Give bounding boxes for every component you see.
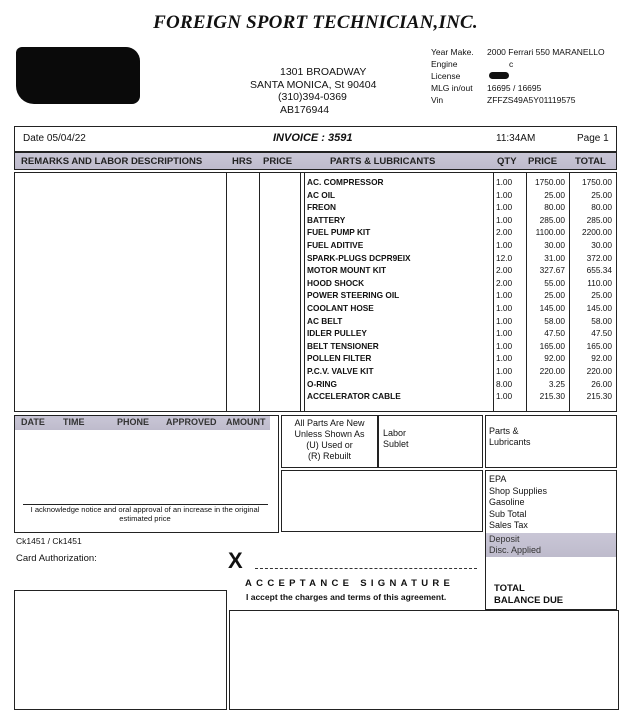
- column-divider: [300, 172, 301, 412]
- part-total: 215.30: [586, 391, 612, 402]
- part-qty: 1.00: [496, 189, 513, 200]
- summary-epa: EPA: [489, 474, 507, 484]
- part-total: 655.34: [586, 265, 612, 276]
- part-total: 26.00: [591, 378, 612, 389]
- acknowledge-text: I acknowledge notice and oral approval of an increase in the original estimated price: [30, 505, 260, 523]
- approval-col-date: DATE: [21, 417, 45, 427]
- part-qty: 1.00: [496, 240, 513, 250]
- part-name: MOTOR MOUNT KIT: [307, 265, 387, 276]
- part-name: HOOD SHOCK: [307, 277, 365, 288]
- part-total: 372.00: [586, 252, 612, 263]
- part-qty: 1.00: [496, 303, 513, 313]
- part-qty: 1.00: [496, 214, 513, 225]
- vehicle-value: ZFFZS49A5Y01119575: [487, 95, 576, 105]
- summary-disc-applied: Disc. Applied: [489, 545, 542, 555]
- col-unit-price: PRICE: [528, 156, 558, 167]
- acceptance-signature-title: ACCEPTANCE SIGNATURE: [245, 578, 455, 589]
- part-total: 47.50: [591, 328, 612, 339]
- redacted-license: [489, 72, 509, 79]
- part-total: 25.00: [591, 290, 612, 301]
- blank-middle-box: [281, 470, 483, 532]
- part-total: 92.00: [591, 353, 612, 364]
- col-price: PRICE: [263, 156, 293, 167]
- part-name: BELT TENSIONER: [307, 340, 379, 351]
- part-total: 1750.00: [582, 177, 612, 187]
- part-name: COOLANT HOSE: [307, 303, 374, 313]
- part-qty: 2.00: [496, 265, 513, 276]
- column-divider: [226, 172, 227, 412]
- signature-line[interactable]: [255, 568, 477, 569]
- notice-line: (R) Rebuilt: [307, 451, 351, 461]
- invoice-time: 11:34AM: [496, 133, 536, 144]
- summary-shop-supplies: Shop Supplies: [489, 485, 548, 496]
- summary-sales-tax: Sales Tax: [489, 520, 528, 530]
- vehicle-label: Engine: [431, 59, 458, 69]
- card-authorization-box: [14, 590, 227, 710]
- part-qty: 1.00: [496, 391, 513, 402]
- invoice-date: Date 05/04/22: [23, 133, 86, 144]
- column-divider: [259, 172, 260, 412]
- col-total: TOTAL: [575, 156, 606, 167]
- part-price: 25.00: [544, 290, 565, 301]
- part-name: FREON: [307, 202, 337, 213]
- vehicle-value: 16695 / 16695: [487, 83, 542, 93]
- column-divider: [304, 172, 305, 412]
- card-authorization-label: Card Authorization:: [16, 553, 97, 564]
- part-price: 30.00: [544, 240, 565, 250]
- parts-lubricants-label: Lubricants: [489, 437, 531, 447]
- vehicle-label: Vin: [431, 95, 444, 105]
- col-hrs: HRS: [232, 156, 253, 167]
- part-price: 165.00: [539, 340, 565, 351]
- col-parts: PARTS & LUBRICANTS: [330, 156, 436, 167]
- part-qty: 1.00: [496, 328, 513, 339]
- column-divider: [569, 172, 570, 412]
- column-header-band: [14, 152, 617, 170]
- parts-lubricants-label: Parts &: [489, 426, 519, 436]
- part-name: P.C.V. VALVE KIT: [307, 366, 374, 376]
- part-price: 92.00: [544, 353, 565, 364]
- part-name: ACCELERATOR CABLE: [307, 391, 401, 402]
- balance-due-label: BALANCE DUE: [494, 595, 564, 606]
- part-name: AC BELT: [307, 315, 343, 326]
- check-number: Ck1451 / Ck1451: [16, 536, 82, 546]
- part-total: 165.00: [586, 340, 612, 351]
- vehicle-label: License: [431, 71, 461, 81]
- part-price: 25.00: [544, 189, 565, 200]
- vehicle-value: c: [509, 59, 514, 69]
- part-qty: 2.00: [496, 227, 513, 238]
- part-qty: 1.00: [496, 290, 513, 301]
- part-qty: 1.00: [496, 353, 513, 364]
- part-qty: 1.00: [496, 315, 513, 326]
- part-price: 1750.00: [535, 177, 565, 187]
- address-line: (310)394-0369: [278, 91, 347, 103]
- part-name: AC. COMPRESSOR: [307, 177, 384, 187]
- part-name: SPARK-PLUGS DCPR9EIX: [307, 252, 411, 263]
- part-qty: 2.00: [496, 277, 513, 288]
- part-total: 110.00: [587, 277, 612, 288]
- page-number: Page 1: [577, 133, 609, 144]
- part-total: 145.00: [586, 303, 612, 313]
- col-remarks: REMARKS AND LABOR DESCRIPTIONS: [21, 156, 203, 167]
- part-qty: 1.00: [496, 366, 513, 376]
- part-total: 2200.00: [582, 227, 612, 238]
- vehicle-label: Year Make.: [431, 47, 474, 57]
- notice-line: Unless Shown As: [294, 429, 365, 439]
- deposit-band: [486, 533, 616, 557]
- part-name: O-RING: [307, 378, 337, 389]
- address-line: 1301 BROADWAY: [280, 66, 367, 78]
- part-qty: 8.00: [496, 378, 513, 389]
- notice-line: All Parts Are New: [294, 418, 365, 428]
- shop-address: [250, 66, 400, 116]
- part-price: 327.67: [539, 265, 565, 276]
- part-qty: 1.00: [496, 202, 513, 213]
- redacted-logo: [16, 47, 140, 104]
- part-total: 25.00: [591, 189, 612, 200]
- part-price: 220.00: [539, 366, 565, 376]
- part-name: BATTERY: [307, 214, 346, 225]
- part-price: 215.30: [539, 391, 565, 402]
- part-name: FUEL ADITIVE: [307, 240, 364, 250]
- signature-x-mark: X: [228, 548, 243, 573]
- approval-col-time: TIME: [63, 417, 85, 427]
- invoice-number: INVOICE : 3591: [273, 132, 353, 144]
- part-name: POLLEN FILTER: [307, 353, 372, 364]
- sublet-label: Sublet: [383, 439, 409, 449]
- part-name: POWER STEERING OIL: [307, 290, 400, 301]
- invoice-info-row: [14, 126, 617, 152]
- labor-label: Labor: [383, 428, 407, 438]
- vehicle-info: [431, 46, 605, 106]
- parts-lubricants-box: [485, 415, 617, 468]
- part-price: 80.00: [544, 202, 565, 213]
- approval-col-phone: PHONE: [117, 417, 150, 427]
- address-line: AB176944: [280, 103, 330, 116]
- summary-box: [485, 470, 617, 610]
- notes-box: [229, 610, 619, 710]
- part-total: 58.00: [591, 315, 612, 326]
- approval-box: [14, 415, 279, 533]
- vehicle-label: MLG in/out: [431, 83, 473, 93]
- part-price: 58.00: [544, 315, 565, 326]
- acceptance-text: I accept the charges and terms of this agreement.: [246, 592, 447, 602]
- summary-sub-total: Sub Total: [489, 508, 527, 519]
- parts-notice-box: [281, 415, 378, 468]
- part-qty: 12.0: [496, 252, 513, 263]
- part-price: 1100.00: [535, 227, 565, 238]
- part-price: 47.50: [544, 328, 565, 339]
- part-price: 31.00: [544, 252, 565, 263]
- part-total: 220.00: [586, 366, 612, 376]
- approval-col-amount: AMOUNT: [226, 417, 266, 427]
- part-name: AC OIL: [307, 189, 336, 200]
- summary-gasoline: Gasoline: [489, 497, 525, 507]
- approval-col-approved: APPROVED: [166, 417, 217, 427]
- col-qty: QTY: [497, 156, 517, 167]
- part-qty: 1.00: [496, 340, 513, 351]
- total-label: TOTAL: [494, 583, 525, 594]
- part-price: 55.00: [544, 277, 565, 288]
- part-name: FUEL PUMP KIT: [307, 227, 371, 238]
- column-divider: [493, 172, 494, 412]
- company-name: FOREIGN SPORT TECHNICIAN,INC.: [153, 12, 478, 33]
- labor-sublet-box: [378, 415, 483, 468]
- notice-line: (U) Used or: [306, 440, 353, 450]
- summary-deposit: Deposit: [489, 534, 520, 544]
- address-line: SANTA MONICA, St 90404: [250, 78, 377, 91]
- approval-header-band: [15, 416, 270, 430]
- vehicle-value: 2000 Ferrari 550 MARANELLO: [487, 47, 605, 57]
- part-total: 285.00: [586, 214, 612, 225]
- part-qty: 1.00: [496, 177, 513, 187]
- part-price: 285.00: [539, 214, 565, 225]
- part-total: 80.00: [591, 202, 612, 213]
- part-price: 145.00: [539, 303, 565, 313]
- part-total: 30.00: [591, 240, 612, 250]
- part-price: 3.25: [548, 378, 565, 389]
- part-name: IDLER PULLEY: [307, 328, 367, 339]
